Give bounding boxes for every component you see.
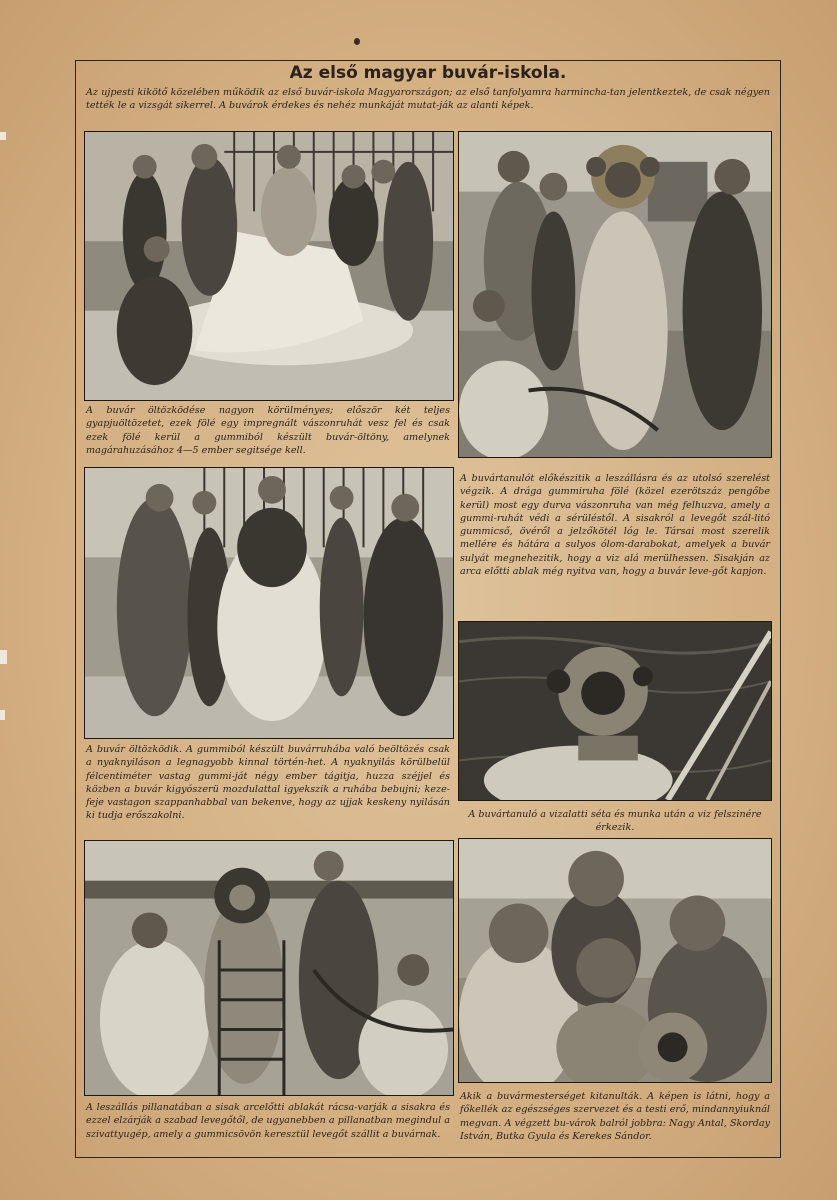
article-title: Az első magyar buvár-iskola. — [289, 63, 567, 83]
photo-suit-dressing — [84, 131, 454, 401]
caption-diver-surfacing: A buvártanuló a vizalatti séta és munka után a viz felszinére érkezik. — [468, 809, 762, 834]
caption-graduated-divers: Akik a buvármesterséget kitanulták. A képen is látni, hogy a főkellék az egészséges szervezet és a testi erő, mindannyiuknál megvan. A végzett bu-várok balról jobbra: Nagy Antal, Skorday István, Butka Gyula és Kerekes Sándor. — [460, 1091, 770, 1142]
ink-blot — [354, 38, 360, 45]
page-tear — [0, 650, 7, 664]
caption-diver-preparation: A buvártanulót előkészitik a leszállásra és az utolsó szerelést végzik. A drága gummiruha fölé (közel ezerötszáz pengőbe kerül) most egy durva vászonruha van még felhuzva, amely a gummi-ruhát védi a sérüléstől. A sisakról a levegőt szál-litó gummicső, övéről a jelzőkötél lóg le. Társai most szerelik mellére és hátára a sulyos ólom-darabokat, amelyek a buvár sulyát megnehezitik, hogy a viz alá merülhessen. Sisakján az arca előtti ablak még nyitva van, hogy a buvár leve-gőt kapjon. — [460, 473, 770, 578]
caption-suit-dressing: A buvár öltözködése nagyon körülményes; először két teljes gyapjuöltözetet, ezek fölé egy impregnált vászonruhát vesz fel és csak ezek fölé kerül a gummiból készült buvár-öltöny, amelynek magárahuzásához 4—5 ember segitsége kell. — [86, 405, 450, 456]
caption-diver-descending: A leszállás pillanatában a sisak arcelőtti ablakát rácsa-varják a sisakra és ezzel elzárják a szabad levegőtől, de ugyanebben a pillanatban megindul a szivattyugép, amely a gummicsövön keresztül levegőt szállit a buvárnak. — [86, 1102, 450, 1140]
page-tear — [0, 132, 6, 140]
photo-diver-descending — [84, 840, 454, 1096]
photo-graduated-divers — [458, 838, 772, 1083]
photo-diver-surfacing — [458, 621, 772, 801]
article-intro: Az ujpesti kikötő közelében működik az első buvár-iskola Magyarországon; az első tanfolyamra harmincha-tan jelentkeztek, de csak négyen tették le a vizsgát sikerrel. A buvárok érdekes és nehéz munkáját mutat-ják az alanti képek. — [86, 87, 770, 111]
photo-diver-getting-in-suit — [84, 467, 454, 739]
photo-diver-preparation — [458, 131, 772, 458]
page-tear — [0, 710, 5, 720]
caption-diver-getting-in-suit: A buvár öltözködik. A gummiból készült buvárruhába való beöltözés csak a nyaknyiláson a legnagyobb kinnal történ-het. A nyaknyilás körülbelül félcentiméter vastag gummi-ját négy ember tágitja, huzza széjjel és közben a buvár kigyószerü mozdulattal igyekszik a ruhába bebujni; keze-feje vastagon szappanhabbal van bekenve, hogy az ujjak keskeny nyilásán ki tudja erőszakolni. — [86, 744, 450, 822]
